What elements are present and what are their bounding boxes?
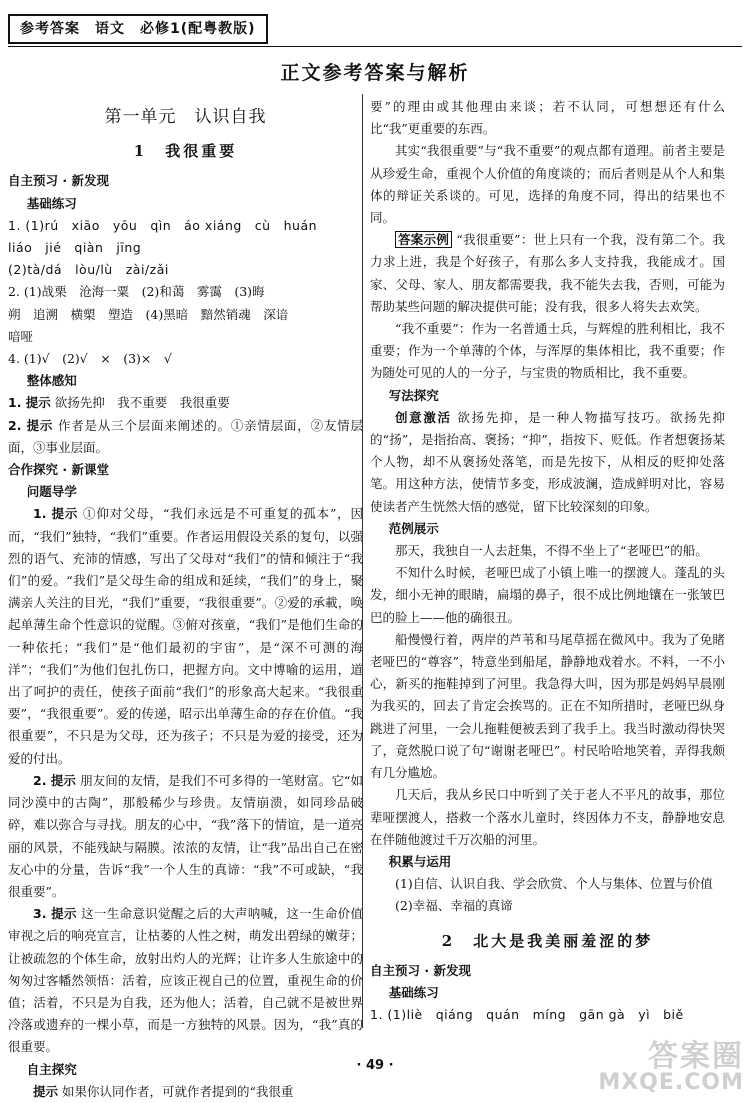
- example-paragraph-3: 船慢慢行着，两岸的芦苇和马尾草摇在微风中。我为了免睹老哑巴的“尊容”，特意坐到船尾，静静地戏着水。不料，一不小心，新买的拖鞋掉到了河里。我急得大叫，因为那是妈妈早晨刚为我买的，回去了肯定会挨骂的。正在不知所措时，老哑巴纵身跳进了河里，一会儿拖鞋便被丢到了我手上。我当时激动得快哭了，竟然脱口说了句“谢谢老哑巴”。村民哈哈地笑着，弄得我颇有几分尴尬。: [370, 631, 725, 781]
- answer-2-line-c: 喑哑: [8, 328, 34, 344]
- left-column: [8, 92, 363, 1103]
- hint-label: 3. 提示: [33, 906, 77, 922]
- subsection-guided-questions: 问题导学: [26, 484, 77, 500]
- subsection-self-explore: 自主探究: [26, 1061, 77, 1077]
- section-preview: 自主预习 · 新发现: [8, 173, 109, 189]
- example-paragraph-2: 不知什么时候，老哑巴成了小镇上唯一的摆渡人。蓬乱的头发，细小无神的眼睛，扁塌的鼻子，很不成比例地镶在一张皱巴巴的脸上——他的确很丑。: [370, 565, 725, 625]
- analysis-paragraph: 其实“我很重要”与“我不重要”的观点都有道理。前者主要是从珍爱生命，重视个人价值的角度谈的；而后者则是从个人和集体的辩证关系谈的。可见，选择的角度不同，得出的结果也不同。: [370, 143, 725, 226]
- subsection-accumulate: 积累与运用: [388, 853, 452, 869]
- hint-text: 这一生命意识觉醒之后的大声呐喊，这一生命价值审视之后的响亮宣言，让枯萎的人性之树，萌发出碧绿的嫩芽；让被疏忽的个体生命，放射出灼人的光辉；让许多人生旅途中的匆匆过客幡然领悟：活着，应该正视自己的位置，重视生命的价值；活着，不只是为自我，还为他人；活着，自己就不是被世界冷落或遗弃的一棵小草，而是一方独特的风景。因为，“我”真的很重要。: [8, 906, 363, 1055]
- section-cooperative: 合作探究 · 新课堂: [8, 462, 109, 478]
- answer-1-line-b: liáo jié qiàn jīng: [8, 240, 142, 256]
- answer-example-text: “我很重要”：世上只有一个我，没有第二个。我力求上进，我是个好孩子，有那么多人支持我，我能成才。国家、父母、家人、朋友都需要我，我不能失去我，否则，可能为帮助某些问题的解决提供可能；没有我，很多人将失去欢笑。: [370, 232, 725, 314]
- hint-text: 朋友间的友情，是我们不可多得的一笔财富。它“如同沙漠中的古陶”，那般稀少与珍贵。友情崩溃，如同珍品破碎，难以弥合与寻找。朋友的心中，“我”落下的情谊，是一道亮丽的风景，不能残缺与隔膜。浓浓的友情，让“我”品出自己在密友心中的分量，告诉“我”一个人生的真谛：“我”不可或缺，“我很重要”。: [8, 772, 363, 899]
- example-paragraph-1: 那天，我独自一人去赶集，不得不坐上了“老哑巴”的船。: [395, 543, 708, 559]
- hint-text: 作者是从三个层面来阐述的。①亲情层面，②友情层面，③事业层面。: [8, 417, 363, 455]
- accumulate-answer-1: (1)自信、认识自我、学会欣赏、个人与集体、位置与价值: [395, 876, 713, 892]
- hint-text: ①仰对父母，“我们永远是不可重复的孤本”，因而，“我们”独特，“我们”重要。作者运用假设关系的复句，以强烈的语气、充沛的情感，写出了父母对“我们”的情和倾注于“我们”的爱。“我们”是父母生命的组成和延续，“我们”的身上，聚满亲人关注的目光，“我们”重要，“我很重要”。②爱的承載，唤起单薄生命个性意识的觉醒。③俯对孩童，“我们”是他们生命的一种依托；“我们”是“他们最初的宇宙”，是“深不可测的海洋”；“我们”为他们包扎伤口，把握方向。文中博喻的运用，道出了呵护的责任，使孩子面前“我们”的形象高大起来。“我很重要”，“我很重要”。爱的传递，昭示出单薄生命的存在价值。“我很重要”，不只是为父母，还为孩子；不只是为爱的接受，还为爱的付出。: [8, 506, 363, 766]
- overall-answer-1: [8, 392, 363, 414]
- answer-1-line-c: (2)tà/dá lòu/lù zài/zǎi: [8, 262, 169, 278]
- subsection-example: 范例展示: [388, 520, 439, 536]
- book-header: 参考答案 语文 必修1(配粤教版): [8, 14, 268, 44]
- watermark-logo: [598, 1039, 744, 1095]
- section-preview-2: 自主预习 · 新发现: [370, 962, 471, 978]
- self-explore-hint: [8, 1081, 363, 1103]
- guided-answer-1: [8, 503, 363, 769]
- lesson-2-answer-1: 1. (1)liè qiáng quán míng gān gà yì biě: [370, 1007, 684, 1023]
- guided-answer-3: [8, 903, 363, 1058]
- right-column: [370, 96, 725, 1026]
- accumulate-answer-2: (2)幸福、幸福的真谛: [395, 898, 513, 914]
- watermark-url: MXQE.COM: [598, 1070, 744, 1095]
- watermark-text: 答案圈: [648, 1039, 744, 1074]
- hint-label: 2. 提示: [8, 417, 54, 433]
- hint-label: 2. 提示: [33, 772, 77, 788]
- creative-paragraph: [370, 407, 725, 518]
- example-answer: [370, 229, 725, 318]
- hint-text: 欲扬先抑 我不重要 我很重要: [54, 395, 230, 411]
- subsection-basic-practice: 基础练习: [26, 195, 77, 211]
- continued-text: 要”的理由或其他理由来谈；若不认同，可想想还有什么比“我”更重要的东西。: [370, 99, 725, 137]
- hint-text: 如果你认同作者，可就作者提到的“我很重: [62, 1083, 294, 1099]
- not-important-paragraph: “我不重要”：作为一名普通士兵，与辉煌的胜利相比，我不重要；作为一个单薄的个体，与浑厚的集体相比，我不重要；作为随处可见的人的一分子，与宝贵的物质相比，我不重要。: [370, 321, 725, 381]
- subsection-overall: 整体感知: [26, 373, 77, 389]
- answer-1-line-a: 1. (1)rú xiāo yōu qìn áo xiáng cù huán: [8, 217, 318, 233]
- overall-answer-2: [8, 415, 363, 459]
- header-rule: [8, 46, 742, 47]
- answer-4: 4. (1)√ (2)√ × (3)× √: [8, 351, 172, 367]
- page-number: · 49 ·: [356, 1058, 394, 1073]
- guided-answer-2: [8, 770, 363, 903]
- answer-2-line-b: 朔 追溯 横槊 塑造 (4)黑暗 黯然销魂 深谙: [8, 306, 289, 322]
- hint-label: 1. 提示: [33, 506, 79, 522]
- subsection-writing: 写法探究: [388, 387, 439, 403]
- unit-title: 第一单元 认识自我: [104, 107, 267, 127]
- answer-2-line-a: 2. (1)战栗 沧海一粟 (2)和蔼 雾霭 (3)晦: [8, 284, 265, 300]
- creative-text: 欲扬先抑，是一种人物描写技巧。欲扬先抑的“扬”，是指抬高、褒扬；“抑”，指按下、贬低。作者想褒扬某个人物，却不从褒扬处落笔，而是先按下，从相反的贬抑处落笔。用这种方法，使情节多变，形成波澜，造成鲜明对比，容易使读者产生恍然大悟的感觉，留下比较深刻的印象。: [370, 409, 725, 514]
- answer-example-label: 答案示例: [395, 231, 452, 248]
- lesson-2-title: 2 北大是我美丽羞涩的梦: [441, 931, 654, 950]
- example-paragraph-4: 几天后，我从乡民口中听到了关于老人不平凡的故事，那位辈哑摆渡人，搭救一个落水儿童时，终因体力不支，静静地安息在伴随他渡过千万次船的河里。: [370, 787, 725, 847]
- page-title: 正文参考答案与解析: [280, 62, 470, 84]
- subsection-basic-practice-2: 基础练习: [388, 984, 439, 1000]
- creative-label: 创意激活: [395, 409, 452, 425]
- hint-label: 提示: [33, 1083, 59, 1099]
- lesson-1-title: 1 我很重要: [133, 142, 238, 161]
- hint-label: 1. 提示: [8, 395, 51, 411]
